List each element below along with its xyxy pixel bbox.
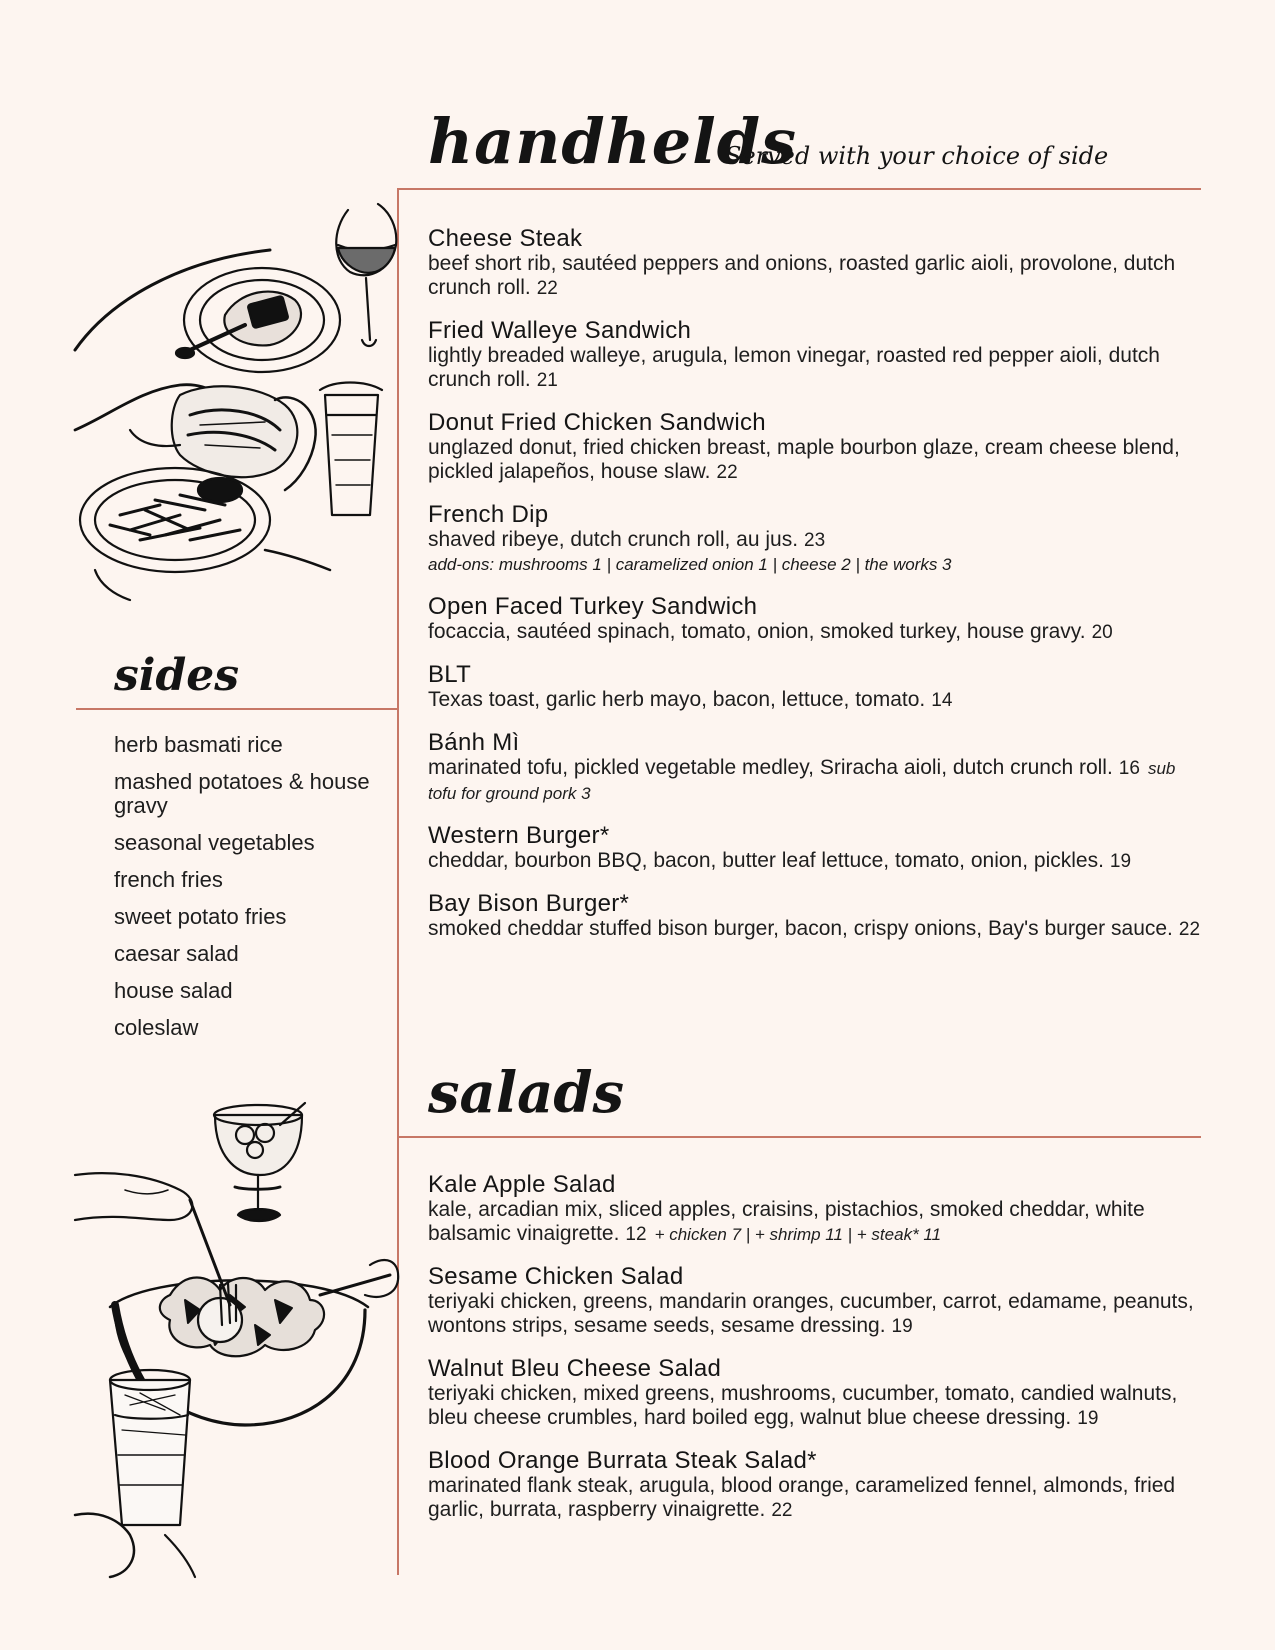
menu-item (428, 1172, 1208, 1247)
item-price: 22 (771, 1500, 793, 1521)
side-item: herb basmati rice (114, 732, 283, 757)
item-description: lightly breaded walleye, arugula, lemon vinegar, roasted red pepper aioli, dutch crunch roll. 21 (428, 344, 1160, 391)
menu-item (428, 1356, 1208, 1431)
item-addon-note: + chicken 7 | + shrimp 11 | + steak* 11 (654, 1225, 942, 1244)
side-item: house salad (114, 978, 233, 1003)
item-name: Fried Walleye Sandwich (428, 317, 692, 344)
item-description: Texas toast, garlic herb mayo, bacon, lettuce, tomato. 14 (428, 688, 953, 711)
item-description: marinated tofu, pickled vegetable medley, Sriracha aioli, dutch crunch roll. 16 sub tofu for ground pork 3 (428, 756, 1176, 803)
item-description: smoked cheddar stuffed bison burger, bacon, crispy onions, Bay's burger sauce. 22 (428, 917, 1201, 940)
item-name: Bay Bison Burger* (428, 890, 630, 917)
menu-item (428, 1448, 1208, 1523)
item-description: focaccia, sautéed spinach, tomato, onion, smoked turkey, house gravy. 20 (428, 620, 1113, 643)
item-description: cheddar, bourbon BBQ, bacon, butter leaf lettuce, tomato, onion, pickles. 19 (428, 849, 1132, 872)
item-price: 22 (536, 278, 558, 299)
side-item: coleslaw (114, 1015, 199, 1040)
item-description: marinated flank steak, arugula, blood orange, caramelized fennel, almonds, fried garlic, burrata, raspberry vinaigrette. 22 (428, 1474, 1176, 1521)
item-price: 19 (1077, 1408, 1099, 1429)
item-description: unglazed donut, fried chicken breast, maple bourbon glaze, cream cheese blend, pickled jalapeños, house slaw. 22 (428, 436, 1180, 483)
item-price: 23 (804, 530, 826, 551)
item-description: teriyaki chicken, greens, mandarin oranges, cucumber, carrot, edamame, peanuts, wontons strips, sesame seeds, sesame dressing. 19 (428, 1290, 1194, 1337)
handhelds-list (428, 226, 1208, 959)
menu-item (428, 594, 1208, 645)
item-name: BLT (428, 661, 472, 688)
item-description: kale, arcadian mix, sliced apples, craisins, pistachios, smoked cheddar, white balsamic vinaigrette. 12 + chicken 7 | + shrimp 11 | + steak* 11 (428, 1198, 1145, 1245)
sides-list (114, 733, 394, 1053)
handhelds-subtitle: Served with your choice of side (725, 142, 1109, 170)
item-name: Open Faced Turkey Sandwich (428, 593, 758, 620)
sides-title: sides (114, 650, 240, 701)
item-name: Kale Apple Salad (428, 1171, 616, 1198)
side-item: sweet potato fries (114, 904, 287, 929)
item-addons: add-ons: mushrooms 1 | caramelized onion 1 | cheese 2 | the works 3 (428, 555, 952, 574)
item-price: 12 (625, 1224, 647, 1245)
item-name: Sesame Chicken Salad (428, 1263, 684, 1290)
handhelds-divider (397, 188, 1201, 190)
item-price: 19 (1109, 851, 1132, 872)
menu-item (428, 823, 1208, 874)
item-price: 14 (931, 690, 953, 711)
sides-divider (76, 708, 397, 710)
menu-item (428, 1264, 1208, 1339)
item-price: 21 (536, 370, 558, 391)
side-item: caesar salad (114, 941, 239, 966)
side-item: french fries (114, 867, 223, 892)
salads-list (428, 1172, 1208, 1540)
item-price: 16 (1118, 758, 1140, 779)
item-name: French Dip (428, 501, 549, 528)
item-name: Cheese Steak (428, 225, 583, 252)
item-price: 22 (1178, 919, 1201, 940)
menu-item (428, 891, 1208, 942)
food-illustration-top (70, 190, 400, 610)
salads-title: salads (428, 1060, 625, 1126)
salads-divider (397, 1136, 1201, 1138)
menu-item (428, 502, 1208, 577)
item-price: 22 (716, 462, 738, 483)
menu-item (428, 318, 1208, 393)
handhelds-title: handhelds (428, 105, 798, 178)
item-name: Blood Orange Burrata Steak Salad* (428, 1447, 817, 1474)
item-name: Western Burger* (428, 822, 610, 849)
item-name: Donut Fried Chicken Sandwich (428, 409, 766, 436)
item-name: Walnut Bleu Cheese Salad (428, 1355, 722, 1382)
item-description: teriyaki chicken, mixed greens, mushrooms, cucumber, tomato, candied walnuts, bleu cheese crumbles, hard boiled egg, walnut blue cheese dressing. 19 (428, 1382, 1178, 1429)
menu-item (428, 410, 1208, 485)
side-item: mashed potatoes & house gravy (114, 769, 370, 818)
item-description: shaved ribeye, dutch crunch roll, au jus. 23 (428, 528, 826, 551)
side-item: seasonal vegetables (114, 830, 315, 855)
menu-item (428, 226, 1208, 301)
item-price: 20 (1091, 622, 1113, 643)
menu-item (428, 662, 1208, 713)
item-price: 19 (891, 1316, 913, 1337)
menu-item (428, 730, 1208, 806)
item-addon-note: sub tofu for ground pork 3 (428, 759, 1176, 803)
item-name: Bánh Mì (428, 729, 520, 756)
food-illustration-bottom (70, 1095, 400, 1580)
item-description: beef short rib, sautéed peppers and onions, roasted garlic aioli, provolone, dutch crunch roll. 22 (428, 252, 1176, 299)
